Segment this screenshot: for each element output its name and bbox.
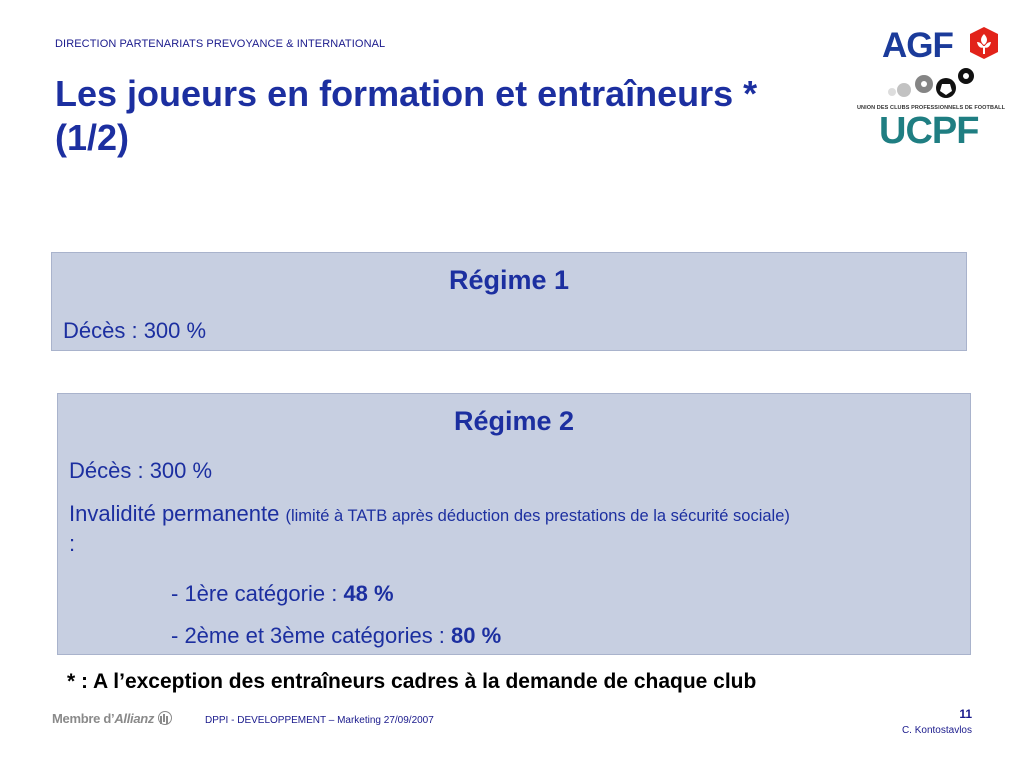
category1-line (171, 581, 394, 607)
regime2-invalidite (69, 500, 964, 558)
allianz-text: Allianz (114, 711, 155, 726)
page-title-line1: Les joueurs en formation et entraîneurs * (55, 73, 758, 114)
category2-value: 80 % (451, 623, 502, 648)
category2-line (171, 623, 501, 649)
regime2-box (57, 393, 971, 655)
regime1-deces: Décès : 300 % (63, 318, 207, 343)
ucpf-logo-text: UCPF (879, 110, 979, 152)
allianz-icon (158, 711, 172, 725)
regime2-deces: Décès : 300 % (69, 458, 213, 483)
regime1-box (51, 252, 967, 351)
invalidite-label: Invalidité permanente (69, 501, 286, 526)
page-number: 11 (959, 707, 972, 721)
invalidite-note: (limité à TATB après déduction des prestations de la sécurité sociale) (285, 507, 790, 525)
category1-value: 48 % (343, 581, 394, 606)
invalidite-colon: : (69, 531, 76, 556)
ucpf-caption: UNION DES CLUBS PROFESSIONNELS DE FOOTBALL (856, 105, 1006, 111)
agf-logo-text: AGF (882, 26, 953, 65)
header-department: DIRECTION PARTENARIATS PREVOYANCE & INTERNATIONAL (55, 38, 386, 50)
page-title-line2: (1/2) (55, 117, 130, 158)
agf-logo (882, 26, 1002, 66)
page-title (55, 72, 855, 160)
ucpf-logo (856, 62, 1006, 154)
author: C. Kontostavlos (901, 725, 972, 736)
regime2-title: Régime 2 (453, 406, 575, 436)
agf-flower-icon (968, 26, 1000, 60)
footnote: * : A l’exception des entraîneurs cadres à la demande de chaque club (67, 670, 757, 693)
footer-info: DPPI - DEVELOPPEMENT – Marketing 27/09/2007 (205, 715, 434, 726)
regime1-title: Régime 1 (448, 265, 570, 295)
category2-label: - 2ème et 3ème catégories : (171, 623, 452, 648)
category1-label: - 1ère catégorie : (171, 581, 344, 606)
allianz-member-logo (52, 711, 172, 726)
membre-text: Membre d’ (52, 711, 115, 726)
football-icon (886, 66, 976, 102)
